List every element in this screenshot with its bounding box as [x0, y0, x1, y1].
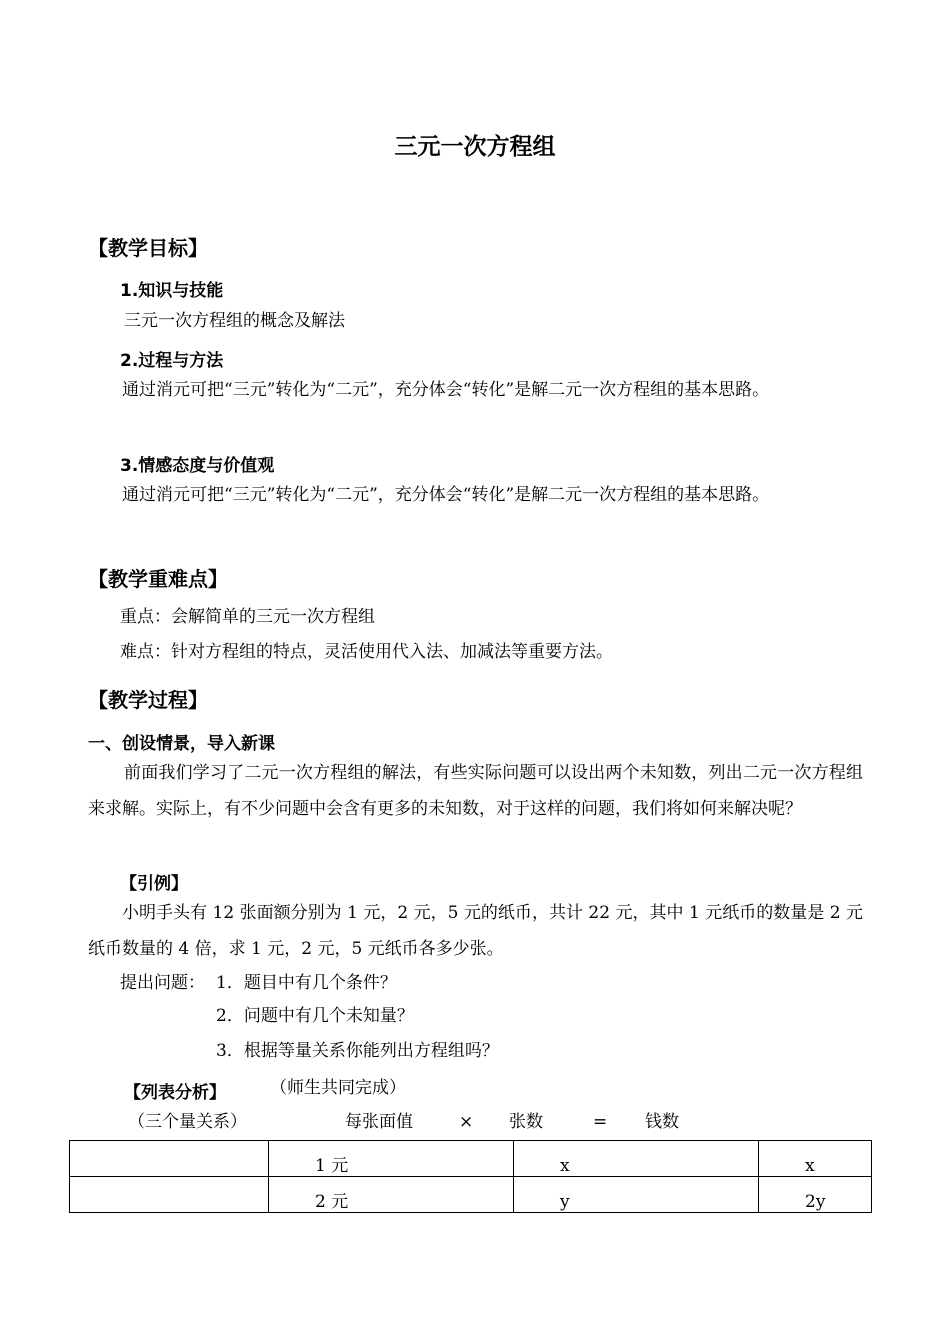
objective-2-title: 2.过程与方法	[120, 351, 224, 371]
intro-paragraph: 前面我们学习了二元一次方程组的解法，有些实际问题可以设出两个未知数，列出二元一次方程组来求解。实际上，有不少问题中会含有更多的未知数，对于这样的问题，我们将如何来解决呢？	[88, 763, 863, 819]
example-heading: 【引例】	[120, 874, 188, 894]
questions-prefix: 提出问题：	[120, 973, 205, 993]
objective-1-title: 1.知识与技能	[120, 281, 224, 301]
relation-times: ×	[459, 1112, 474, 1132]
table-cell: y	[514, 1177, 759, 1213]
analysis-table	[69, 1140, 872, 1213]
question-1: 1．题目中有几个条件？	[216, 973, 397, 993]
relation-face-value: 每张面值	[345, 1112, 413, 1132]
section-1-title: 一、创设情景，导入新课	[88, 734, 275, 754]
analysis-heading: 【列表分析】	[124, 1083, 226, 1103]
table-cell: 1 元	[269, 1141, 514, 1177]
table-row	[70, 1141, 872, 1177]
focus-text: 重点：会解简单的三元一次方程组	[120, 607, 375, 627]
question-3: 3．根据等量关系你能列出方程组吗？	[216, 1041, 499, 1061]
table-cell: x	[759, 1141, 872, 1177]
keypoints-heading: 【教学重难点】	[88, 567, 228, 591]
question-2: 2．问题中有几个未知量？	[216, 1006, 414, 1026]
table-row	[70, 1177, 872, 1213]
objective-2-text: 通过消元可把“三元”转化为“二元”，充分体会“转化”是解二元一次方程组的基本思路。	[122, 380, 770, 400]
process-heading: 【教学过程】	[88, 688, 208, 712]
relation-label: （三个量关系）	[128, 1112, 247, 1132]
objective-1-text: 三元一次方程组的概念及解法	[124, 311, 345, 331]
page-title: 三元一次方程组	[394, 134, 556, 160]
relation-equals: =	[593, 1112, 608, 1132]
relation-money: 钱数	[645, 1112, 679, 1132]
table-cell: 2 元	[269, 1177, 514, 1213]
table-cell: 2y	[759, 1177, 872, 1213]
difficulty-text: 难点：针对方程组的特点，灵活使用代入法、加减法等重要方法。	[120, 642, 613, 662]
table-cell: x	[514, 1141, 759, 1177]
table-cell	[70, 1141, 269, 1177]
relation-count: 张数	[509, 1112, 543, 1132]
analysis-note: （师生共同完成）	[270, 1078, 406, 1098]
example-text: 小明手头有 12 张面额分别为 1 元，2 元，5 元的纸币，共计 22 元，其中 1 元纸币的数量是 2 元纸币数量的 4 倍，求 1 元，2 元，5 元纸币各多少张。	[88, 903, 863, 959]
objectives-heading: 【教学目标】	[88, 236, 208, 260]
objective-3-text: 通过消元可把“三元”转化为“二元”，充分体会“转化”是解二元一次方程组的基本思路。	[122, 485, 770, 505]
table-cell	[70, 1177, 269, 1213]
objective-3-title: 3.情感态度与价值观	[120, 456, 275, 476]
